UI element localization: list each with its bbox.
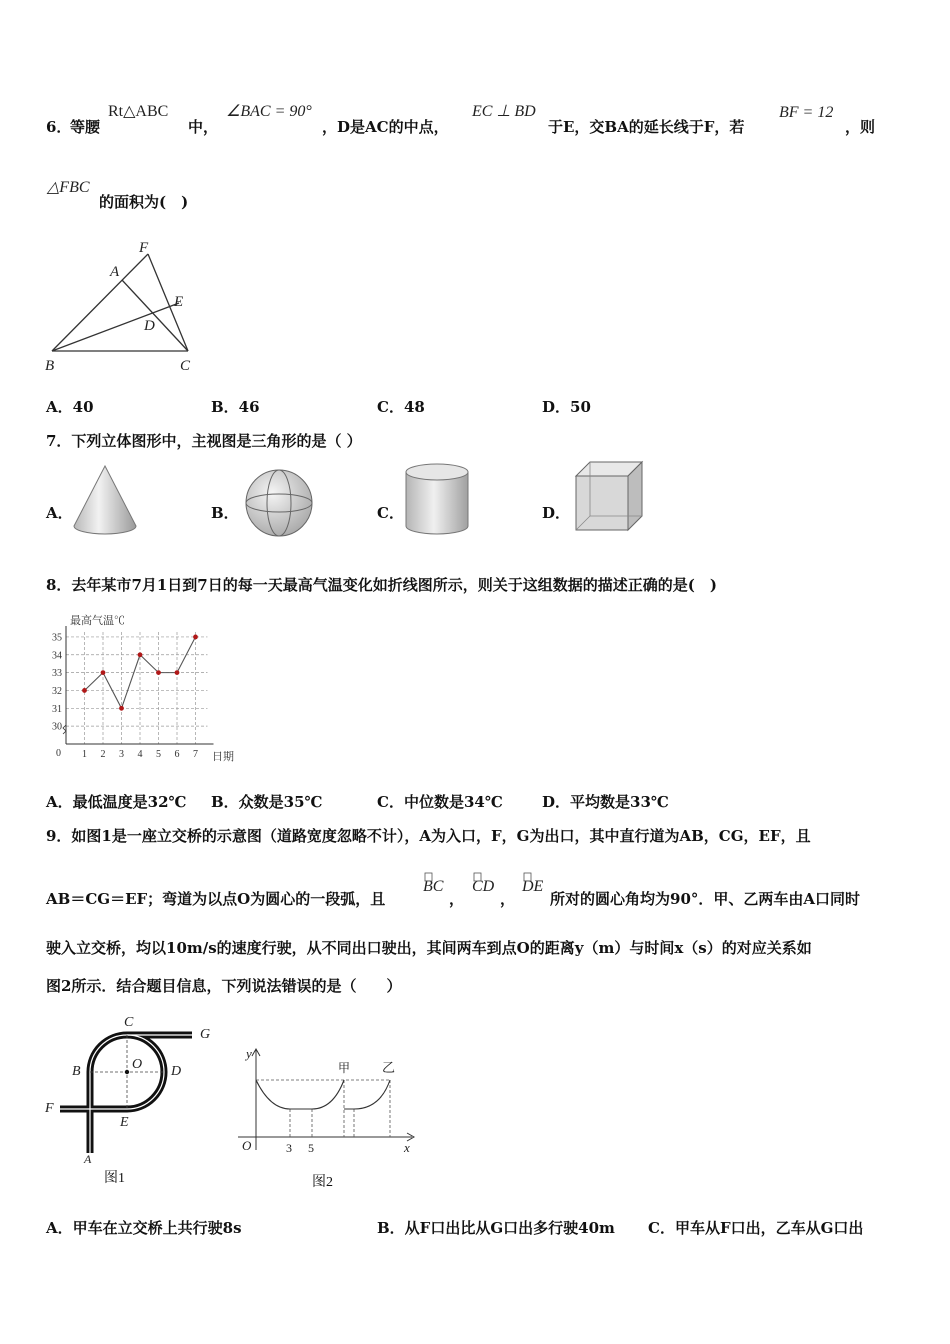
q9-sep-2: ，	[500, 890, 516, 908]
q6-text-1: 等腰	[70, 118, 101, 136]
chart-ylabel: 最高气温℃	[70, 615, 125, 627]
x-tick-label: 2	[100, 749, 106, 760]
q6-option-b[interactable]: B．46	[211, 398, 260, 416]
fig1-label-b: B	[72, 1064, 81, 1079]
q9-option-a[interactable]: A．甲车在立交桥上共行驶8s	[46, 1219, 242, 1237]
q7-option-b[interactable]: B．	[211, 504, 239, 522]
label-d: D	[144, 318, 155, 334]
x-tick-label: 7	[193, 749, 198, 760]
fig1-label-o: O	[132, 1057, 143, 1072]
q8-option-a[interactable]: A．最低温度是32℃	[46, 793, 187, 811]
fig2-label-5: 5	[308, 1141, 314, 1155]
q6-text-6: 的面积为( )	[99, 193, 189, 211]
q9-figure-2	[232, 1040, 432, 1200]
data-point	[138, 652, 143, 657]
label-c: C	[180, 358, 191, 374]
q8-option-c[interactable]: C．中位数是34℃	[377, 793, 503, 811]
x-tick-label: 4	[137, 749, 143, 760]
q6-text-4: 于E，交BA的延长线于F，若	[548, 118, 745, 136]
q9-sep-1: ，	[449, 890, 465, 908]
center-o-point	[125, 1070, 129, 1074]
q9-arc-bc: BC	[423, 878, 444, 895]
label-b: B	[45, 358, 55, 374]
fig1-caption: 图1	[104, 1171, 125, 1186]
fig2-label-y: y	[246, 1046, 252, 1061]
data-point	[119, 706, 124, 711]
y-tick-label: 30	[52, 721, 62, 733]
q9-line-3: 驶入立交桥，均以10m/s的速度行驶，从不同出口驶出，其间两车到点O的距离y（m）与时间x（s）的对应关系如	[46, 939, 812, 957]
label-e: E	[174, 294, 184, 310]
q6-triangle-figure	[40, 238, 200, 373]
cylinder-icon	[402, 462, 472, 542]
fig2-label-o: O	[242, 1138, 252, 1153]
q6-option-c[interactable]: C．48	[377, 398, 425, 416]
sphere-icon	[242, 466, 317, 541]
y-tick-label: 33	[52, 668, 62, 680]
arc-marks	[420, 872, 560, 884]
fig1-label-c: C	[124, 1015, 134, 1030]
q9-arc-cd: CD	[472, 878, 495, 895]
data-point	[82, 688, 87, 693]
fig2-curve-yi	[344, 1080, 390, 1109]
fig2-label-x: x	[404, 1140, 410, 1155]
fig1-label-a: A	[84, 1152, 92, 1166]
fig1-label-g: G	[200, 1027, 211, 1042]
q9-line-2b: 所对的圆心角均为90°．甲、乙两车由A口同时	[550, 890, 861, 908]
fig2-caption: 图2	[312, 1175, 333, 1190]
q8-option-b[interactable]: B．众数是35℃	[211, 793, 323, 811]
q6-math-rt-abc: Rt△ABC	[108, 103, 169, 120]
x-tick-label: 1	[82, 749, 87, 760]
q9-option-c[interactable]: C．甲车从F口出，乙车从G口出	[648, 1219, 864, 1237]
q6-option-a[interactable]: A．40	[46, 398, 94, 416]
fig2-curve-jia	[256, 1080, 344, 1109]
q6-math-fbc: △FBC	[47, 179, 90, 196]
q9-figure-1	[40, 1008, 220, 1188]
cone-icon	[70, 462, 140, 537]
fig2-label-jia: 甲	[338, 1061, 351, 1075]
y-tick-label: 32	[52, 685, 62, 697]
q9-arc-de: DE	[522, 878, 544, 895]
q6-text-3: ，D是AC的中点，	[322, 118, 449, 136]
data-point	[175, 670, 180, 675]
q9-line-4: 图2所示．结合题目信息，下列说法错误的是（ ）	[46, 977, 402, 995]
q9-line-2a: AB＝CG＝EF；弯道为以点O为圆心的一段弧，且	[46, 890, 386, 908]
q6-text-2: 中，	[188, 118, 219, 136]
fig1-label-e: E	[120, 1115, 129, 1130]
line-bf	[52, 254, 148, 351]
y-tick-label: 35	[52, 632, 62, 644]
y-tick-label: 34	[52, 650, 62, 662]
q7-stem: 7．下列立体图形中，主视图是三角形的是（ ）	[46, 432, 362, 450]
q8-stem: 8．去年某市7月1日到7日的每一天最高气温变化如折线图所示，则关于这组数据的描述正确的是( )	[46, 576, 717, 594]
label-a: A	[110, 264, 120, 280]
x-tick-label: 3	[119, 749, 124, 760]
q8-option-d[interactable]: D．平均数是33℃	[542, 793, 669, 811]
data-point	[193, 635, 198, 640]
line-ac	[122, 280, 188, 351]
x-tick-label: 5	[156, 749, 161, 760]
q6-math-bf: BF = 12	[779, 104, 834, 121]
chart-origin-label: 0	[56, 748, 61, 759]
fig2-label-3: 3	[286, 1141, 292, 1155]
q6-text-5: ，则	[845, 118, 876, 136]
label-f: F	[139, 240, 149, 256]
fig1-label-f: F	[45, 1101, 54, 1116]
x-tick-label: 6	[174, 749, 180, 760]
q9-line-1: 9．如图1是一座立交桥的示意图（道路宽度忽略不计），A为入口，F，G为出口，其中直行道为AB，CG，EF，且	[46, 827, 811, 845]
data-point	[101, 670, 106, 675]
q8-line-chart	[44, 608, 244, 763]
q6-number: 6．	[46, 118, 72, 136]
data-point	[156, 670, 161, 675]
chart-tick-labels	[52, 632, 198, 760]
y-tick-label: 31	[52, 703, 62, 715]
cube-icon	[572, 458, 647, 538]
q6-math-perp: EC ⊥ BD	[472, 103, 536, 120]
q6-math-angle: ∠BAC = 90°	[226, 103, 312, 120]
q7-option-c[interactable]: C．	[377, 504, 404, 522]
fig1-label-d: D	[171, 1064, 182, 1079]
chart-xlabel: 日期	[212, 751, 234, 763]
interchange-road	[60, 1035, 164, 1153]
q6-option-d[interactable]: D．50	[542, 398, 591, 416]
q7-option-a[interactable]: A．	[46, 504, 73, 522]
q9-option-b[interactable]: B．从F口出比从G口出多行驶40m	[377, 1219, 615, 1237]
line-be	[52, 303, 179, 351]
q7-option-d[interactable]: D．	[542, 504, 571, 522]
fig2-label-yi: 乙	[382, 1060, 396, 1075]
